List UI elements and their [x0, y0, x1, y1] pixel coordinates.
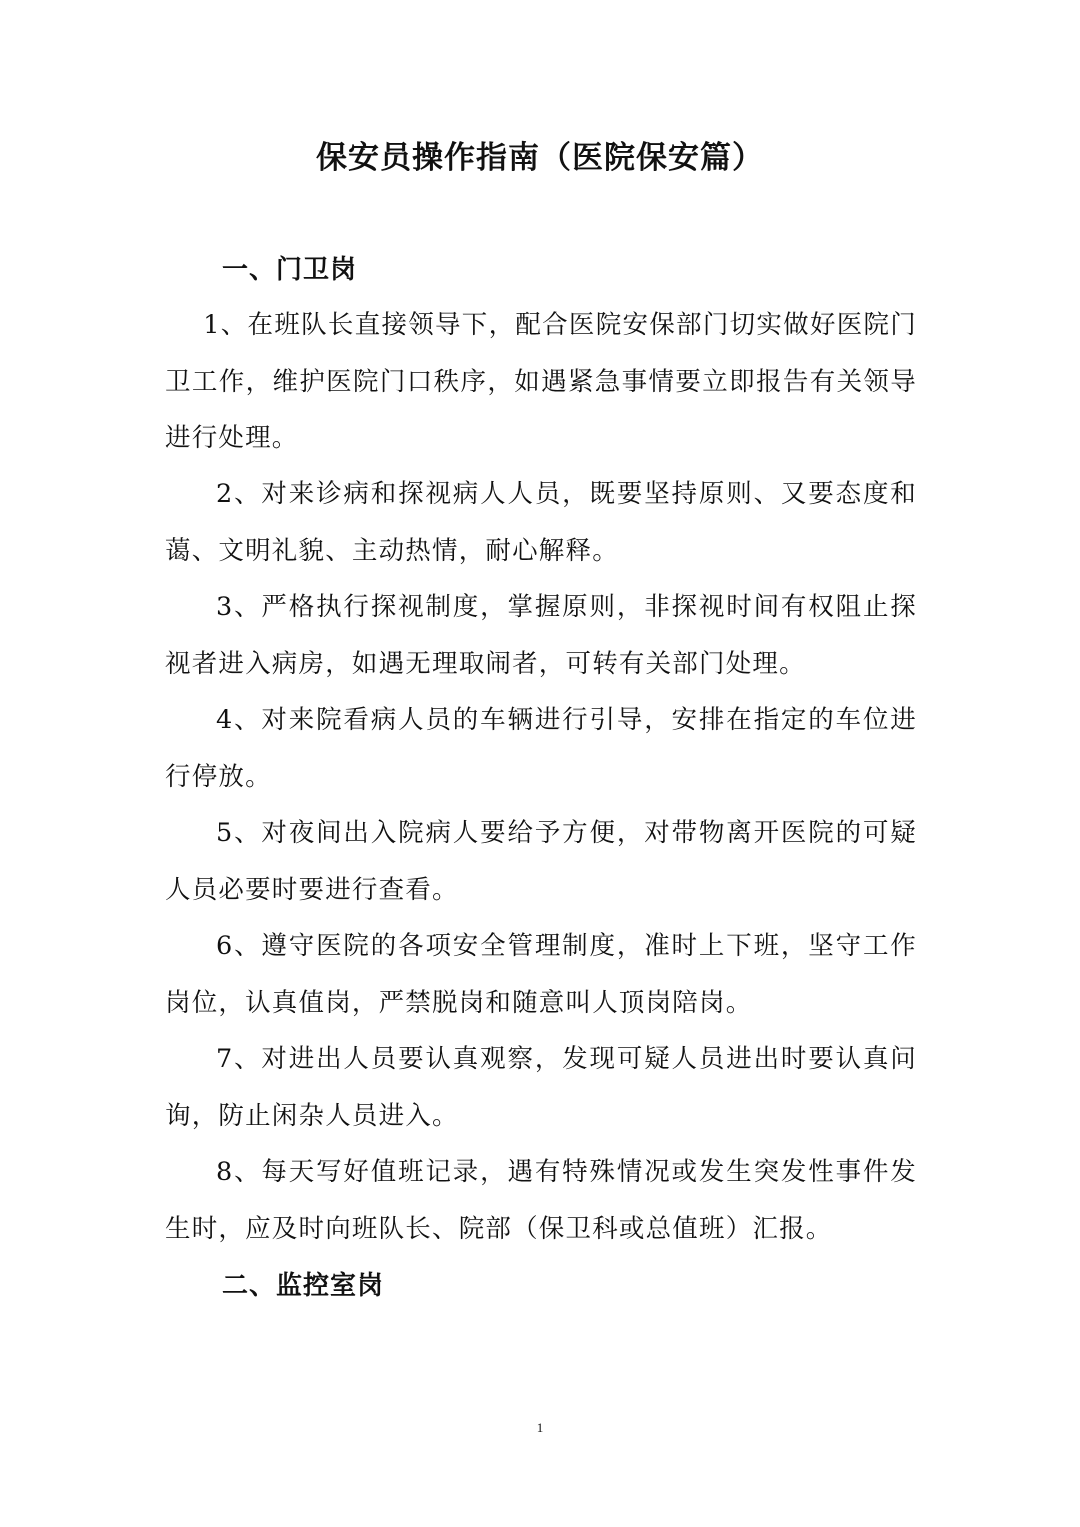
document-title: 保安员操作指南（医院保安篇） — [316, 140, 764, 176]
section-heading-gatekeeper: 一、门卫岗 — [222, 255, 358, 285]
page-number: 1 — [536, 1420, 544, 1435]
section-heading-monitoring-room: 二、监控室岗 — [222, 1271, 385, 1301]
paragraph-1: 1、在班队长直接领导下，配合医院安保部门切实做好医院门卫工作，维护医院门口秩序，如遇紧急事情要立即报告有关领导进行处理。 — [165, 310, 917, 453]
paragraph-6: 6、遵守医院的各项安全管理制度，准时上下班，坚守工作岗位，认真值岗，严禁脱岗和随意叫人顶岗陪岗。 — [165, 931, 917, 1018]
paragraph-8: 8、每天写好值班记录，遇有特殊情况或发生突发性事件发生时，应及时向班队长、院部（保卫科或总值班）汇报。 — [165, 1157, 917, 1244]
paragraph-4: 4、对来院看病人员的车辆进行引导，安排在指定的车位进行停放。 — [165, 705, 917, 792]
paragraph-7: 7、对进出人员要认真观察，发现可疑人员进出时要认真问询，防止闲杂人员进入。 — [165, 1044, 917, 1131]
paragraph-5: 5、对夜间出入院病人要给予方便，对带物离开医院的可疑人员必要时要进行查看。 — [165, 818, 917, 905]
paragraph-3: 3、严格执行探视制度，掌握原则，非探视时间有权阻止探视者进入病房，如遇无理取闹者，可转有关部门处理。 — [165, 592, 917, 679]
paragraph-2: 2、对来诊病和探视病人人员，既要坚持原则、又要态度和蔼、文明礼貌、主动热情，耐心解释。 — [165, 479, 917, 566]
